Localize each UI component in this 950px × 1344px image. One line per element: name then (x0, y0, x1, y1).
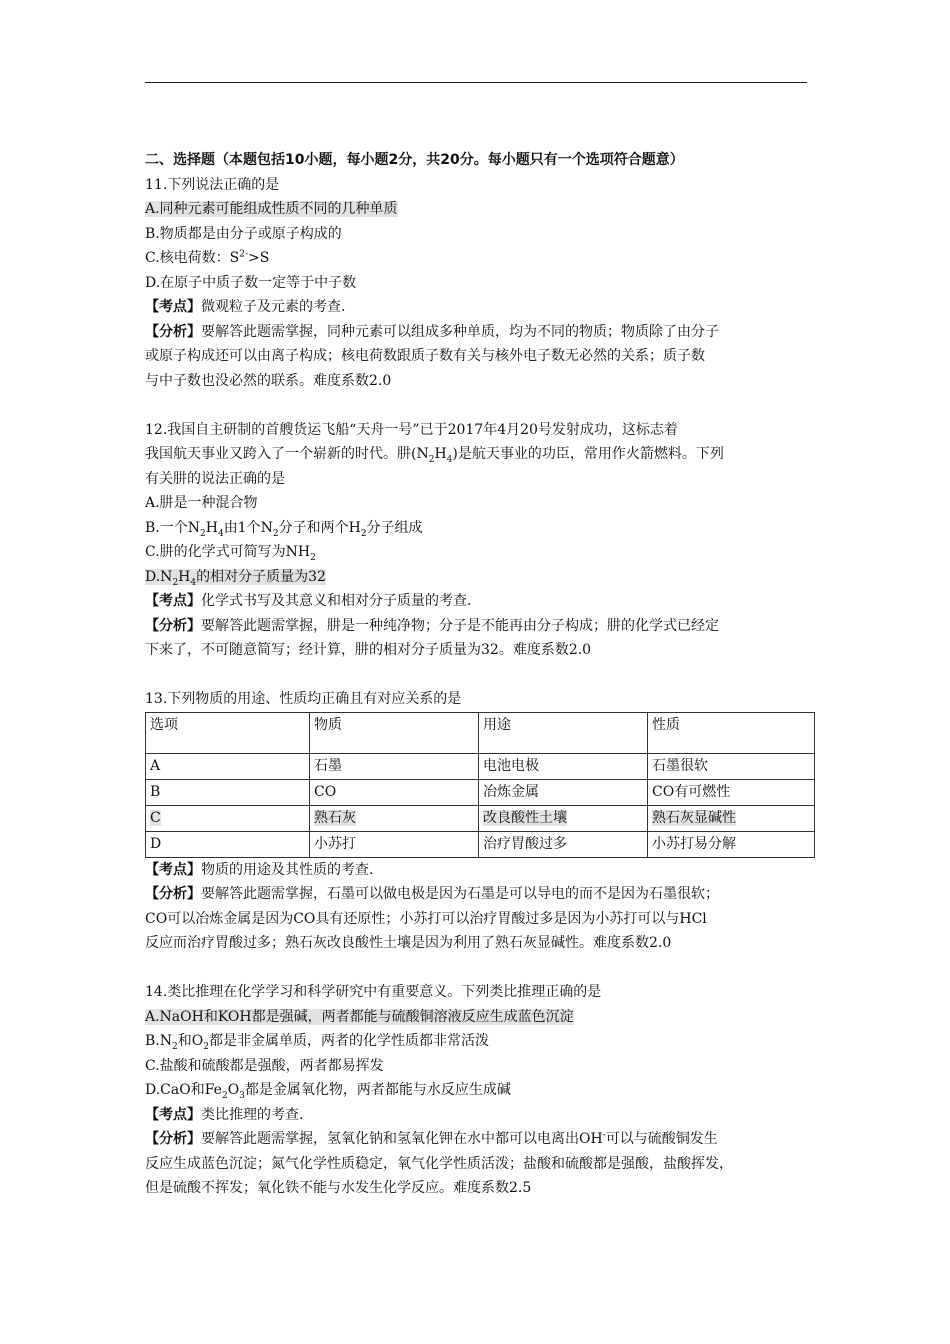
table-cell: 冶炼金属 (479, 779, 648, 805)
q13-fenxi-line3: 反应而治疗胃酸过多；熟石灰改良酸性土壤是因为利用了熟石灰显碱性。难度系数2.0 (145, 935, 672, 951)
q14-option-d: D.CaO和$Fe_2O_3$都是金属氧化物，两者都能与水反应生成碱 (145, 1082, 511, 1101)
q13-fenxi-line2: CO可以冶炼金属是因为CO具有还原性；小苏打可以治疗胃酸过多是因为小苏打可以与HCl (145, 910, 707, 927)
q11-fenxi-line3: 与中子数也没必然的联系。难度系数2.0 (145, 372, 392, 389)
q14-fenxi-line2: 反应生成蓝色沉淀；氮气化学性质稳定，氧气化学性质活泼；盐酸和硫酸都是强酸，盐酸挥发， (145, 1155, 733, 1172)
table-cell: 小苏打易分解 (648, 831, 815, 857)
q14-option-c: C.盐酸和硫酸都是强酸，两者都易挥发 (145, 1057, 384, 1074)
q13-stem: 13.下列物质的用途、性质均正确且有对应关系的是 (145, 691, 462, 707)
q13-kaodian: 【考点】物质的用途及其性质的考查. (145, 861, 374, 878)
q12-option-d: $D.N_2H_4$的相对分子质量为32 (145, 568, 326, 588)
table-row (146, 753, 815, 779)
table-cell: 治疗胃酸过多 (479, 831, 648, 857)
q14-stem: 14.类比推理在化学学习和科学研究中有重要意义。下列类比推理正确的是 (145, 984, 602, 1000)
q11-fenxi: 【分析】要解答此题需掌握，同种元素可以组成多种单质，均为不同的物质；物质除了由分子 (145, 323, 719, 340)
q12-stem-line1: 12.我国自主研制的首艘货运飞船“天舟一号”已于2017年4月20号发射成功，这标志着 (145, 421, 678, 438)
question-11 (145, 173, 815, 394)
table-row (146, 779, 815, 805)
q11-option-d: D.在原子中质子数一定等于中子数 (145, 274, 357, 291)
question-12 (145, 418, 815, 663)
q11-kaodian: 【考点】微观粒子及元素的考查. (145, 299, 346, 315)
table-cell: D (146, 831, 310, 857)
header-rule (145, 82, 807, 83)
q12-fenxi: 【分析】要解答此题需掌握，肼是一种纯净物；分子是不能再由分子构成；肼的化学式已经定 (145, 617, 719, 634)
q14-fenxi-line3: 但是硫酸不挥发；氧化铁不能与水发生化学反应。难度系数2.5 (145, 1180, 532, 1196)
q12-stem-line2: 我国航天事业又跨入了一个崭新的时代。肼$(N_2H_4)$是航天事业的功臣，常用作火箭燃料。下列 (145, 446, 724, 465)
q11-option-c: C.核电荷数：$S^{2-}>S$ (145, 249, 270, 266)
table-cell: 石墨 (310, 753, 479, 779)
q11-fenxi-line2: 或原子构成还可以由离子构成；核电荷数跟质子数有关与核外电子数无必然的关系；质子数 (145, 348, 705, 364)
q11-option-b: B.物质都是由分子或原子构成的 (145, 225, 342, 242)
table-header-cell: 用途 (479, 712, 648, 753)
q14-kaodian: 【考点】类比推理的考查. (145, 1106, 304, 1123)
table-cell: 熟石灰 (310, 805, 479, 831)
table-cell: CO有可燃性 (648, 779, 815, 805)
table-row (146, 831, 815, 857)
q14-fenxi: 【分析】要解答此题需掌握，氢氧化钠和氢氧化钾在水中都可以电离出OH-可以与硫酸铜发生 (145, 1130, 718, 1147)
q12-option-c: C.肼的化学式可简写为$NH_2$ (145, 544, 316, 563)
q12-stem-line3: 有关肼的说法正确的是 (145, 470, 285, 487)
q13-fenxi: 【分析】要解答此题需掌握，石墨可以做电极是因为石墨是可以导电的而不是因为石墨很软； (145, 886, 719, 902)
section-title: 二、选择题（本题包括10小题，每小题2分，共20分。每小题只有一个选项符合题意） (145, 152, 684, 168)
document-body (145, 148, 815, 1201)
table-cell: B (146, 779, 310, 805)
table-header-cell: 性质 (648, 712, 815, 753)
q11-stem: 11.下列说法正确的是 (145, 176, 280, 193)
table-cell: 石墨很软 (648, 753, 815, 779)
q11-option-a: A.同种元素可能组成性质不同的几种单质 (145, 201, 398, 217)
q13-table (145, 712, 815, 858)
q12-kaodian: 【考点】化学式书写及其意义和相对分子质量的考查. (145, 593, 472, 609)
table-cell: 改良酸性土壤 (479, 805, 648, 831)
q12-option-b: B.一个$N_2H_4$由1个$N_2$分子和两个$H_2$分子组成 (145, 519, 423, 539)
table-cell: CO (310, 779, 479, 805)
table-cell: A (146, 753, 310, 779)
table-cell: 熟石灰显碱性 (648, 805, 815, 831)
q12-option-a: A.肼是一种混合物 (145, 495, 258, 511)
table-row-highlighted (146, 805, 815, 831)
question-14 (145, 980, 815, 1201)
table-header-row (146, 712, 815, 753)
q14-option-a: A.NaOH和KOH都是强碱，两者都能与硫酸铜溶液反应生成蓝色沉淀 (145, 1008, 574, 1025)
q12-fenxi-line2: 下来了，不可随意简写；经计算，肼的相对分子质量为32。难度系数2.0 (145, 642, 592, 658)
table-cell: 小苏打 (310, 831, 479, 857)
question-13 (145, 687, 815, 956)
table-header-cell: 物质 (310, 712, 479, 753)
table-header-cell: 选项 (146, 712, 310, 753)
q14-option-b: $B.N_2$和$O_2$都是非金属单质，两者的化学性质都非常活泼 (145, 1033, 489, 1052)
table-cell: C (146, 805, 310, 831)
table-cell: 电池电极 (479, 753, 648, 779)
